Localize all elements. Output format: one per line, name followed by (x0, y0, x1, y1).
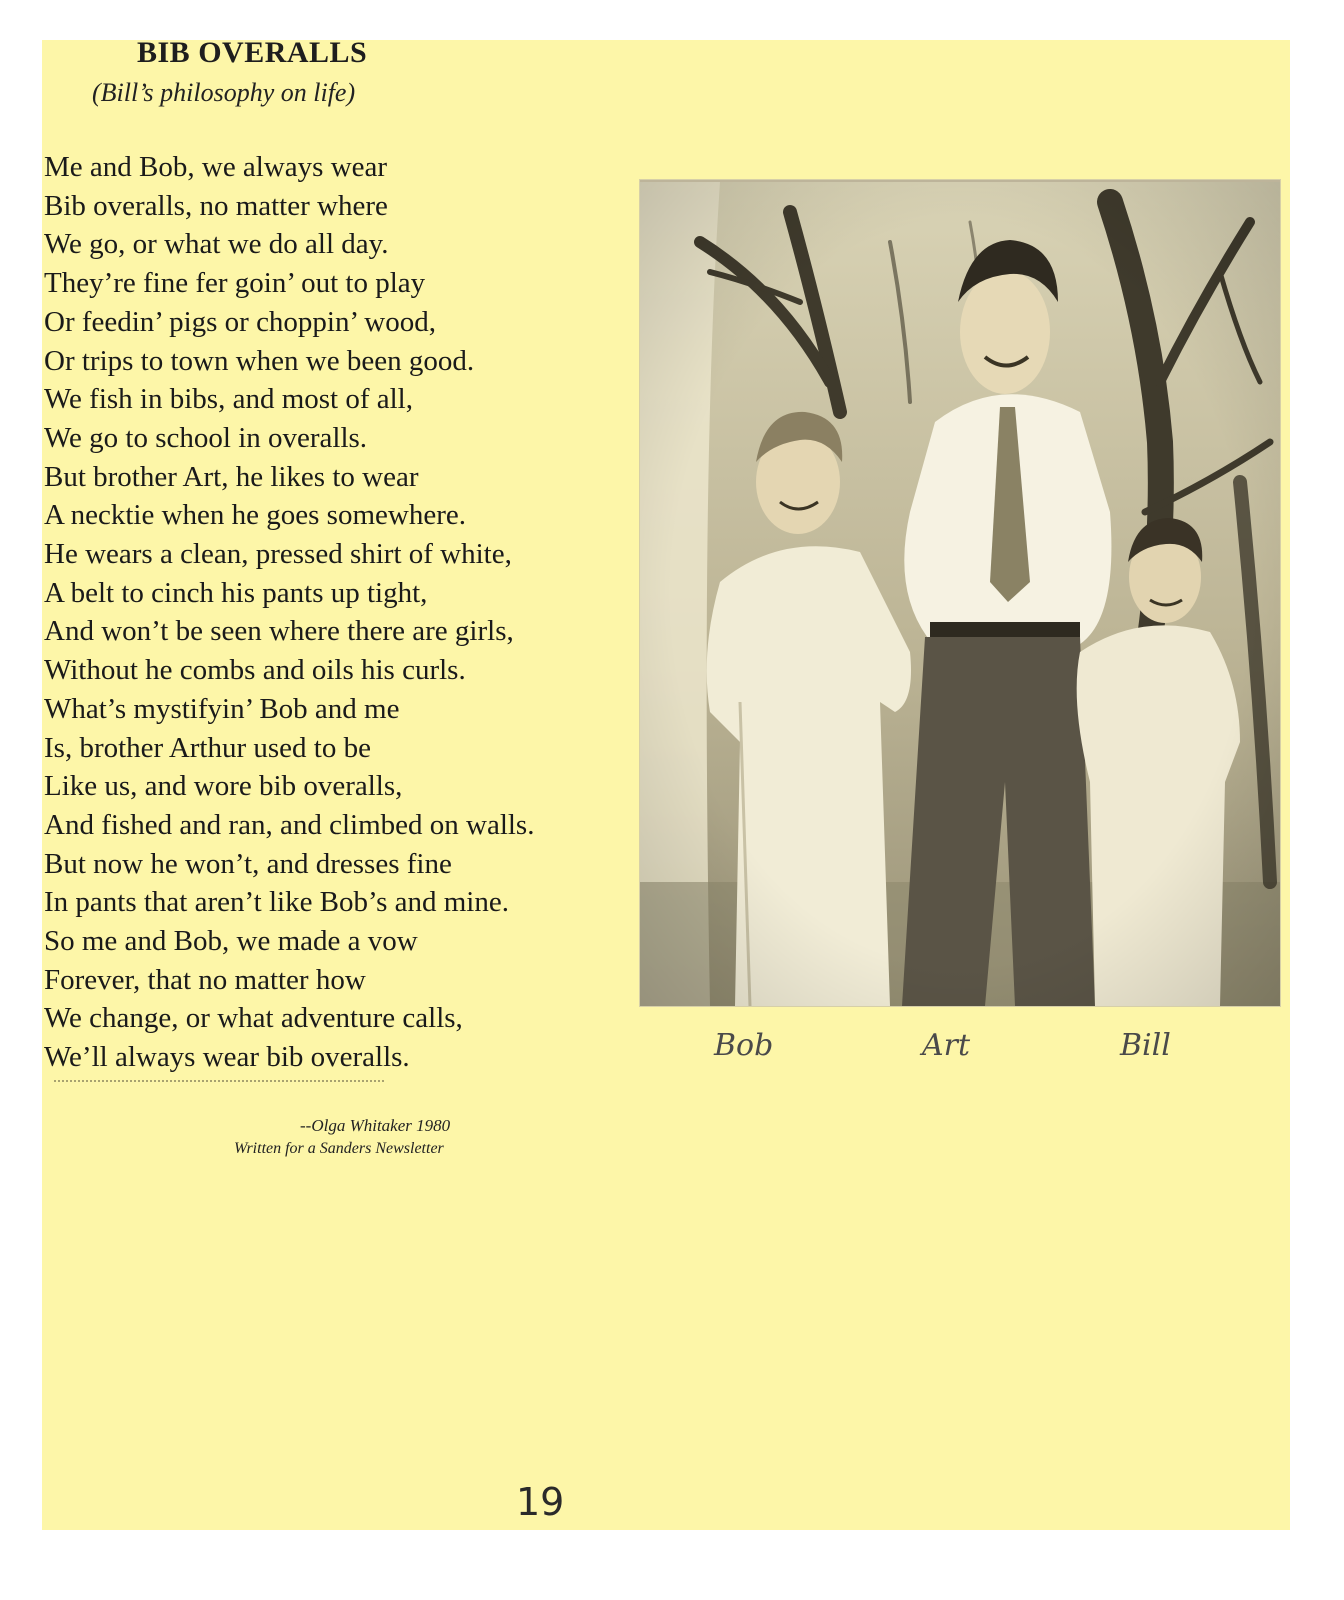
poem-line: Bib overalls, no matter where (44, 189, 388, 222)
poem-line: But now he won’t, and dresses fine (44, 847, 452, 880)
poem-line: So me and Bob, we made a vow (44, 925, 418, 958)
page-number: 19 (516, 1480, 565, 1524)
poem-line: A belt to cinch his pants up tight, (44, 576, 428, 609)
poem-line: We go to school in overalls. (44, 421, 368, 454)
poem-line: We go, or what we do all day. (44, 228, 389, 261)
photo-caption-bob: Bob (714, 1028, 774, 1063)
poem-subtitle: (Bill’s philosophy on life) (92, 78, 356, 107)
poem-line: But brother Art, he likes to wear (44, 460, 419, 493)
poem-title: BIB OVERALLS (137, 40, 368, 69)
photo-caption-art: Art (922, 1028, 971, 1063)
poem-line: Or trips to town when we been good. (44, 344, 475, 377)
poem-line: Is, brother Arthur used to be (44, 731, 371, 764)
poem-line: Like us, and wore bib overalls, (44, 770, 403, 803)
family-photo (640, 180, 1280, 1006)
photo-illustration (640, 182, 1280, 1006)
poem-line: Or feedin’ pigs or choppin’ wood, (44, 305, 436, 338)
poem-line: Me and Bob, we always wear (44, 151, 388, 183)
poem-line: In pants that aren’t like Bob’s and mine. (44, 886, 509, 919)
poem-line: They’re fine fer goin’ out to play (44, 267, 426, 300)
poem-line: We change, or what adventure calls, (44, 1002, 463, 1035)
author-attribution: --Olga Whitaker 1980 (300, 1116, 451, 1135)
poem-line: What’s mystifyin’ Bob and me (44, 692, 400, 725)
poem-line: He wears a clean, pressed shirt of white, (44, 538, 512, 571)
photo-caption-bill: Bill (1120, 1028, 1171, 1063)
poem-line: Without he combs and oils his curls. (44, 654, 466, 687)
poem-line: And won’t be seen where there are girls, (44, 615, 514, 648)
poem-line: A necktie when he goes somewhere. (44, 499, 466, 532)
publication-note: Written for a Sanders Newsletter (234, 1140, 444, 1157)
dotted-divider (54, 1080, 384, 1082)
poem-line: We fish in bibs, and most of all, (44, 383, 413, 416)
poem-line: And fished and ran, and climbed on walls. (44, 808, 535, 841)
document-page (42, 40, 1290, 1530)
poem-body (44, 148, 534, 1077)
poem-line: Forever, that no matter how (44, 963, 366, 996)
poem-line: We’ll always wear bib overalls. (44, 1041, 410, 1074)
